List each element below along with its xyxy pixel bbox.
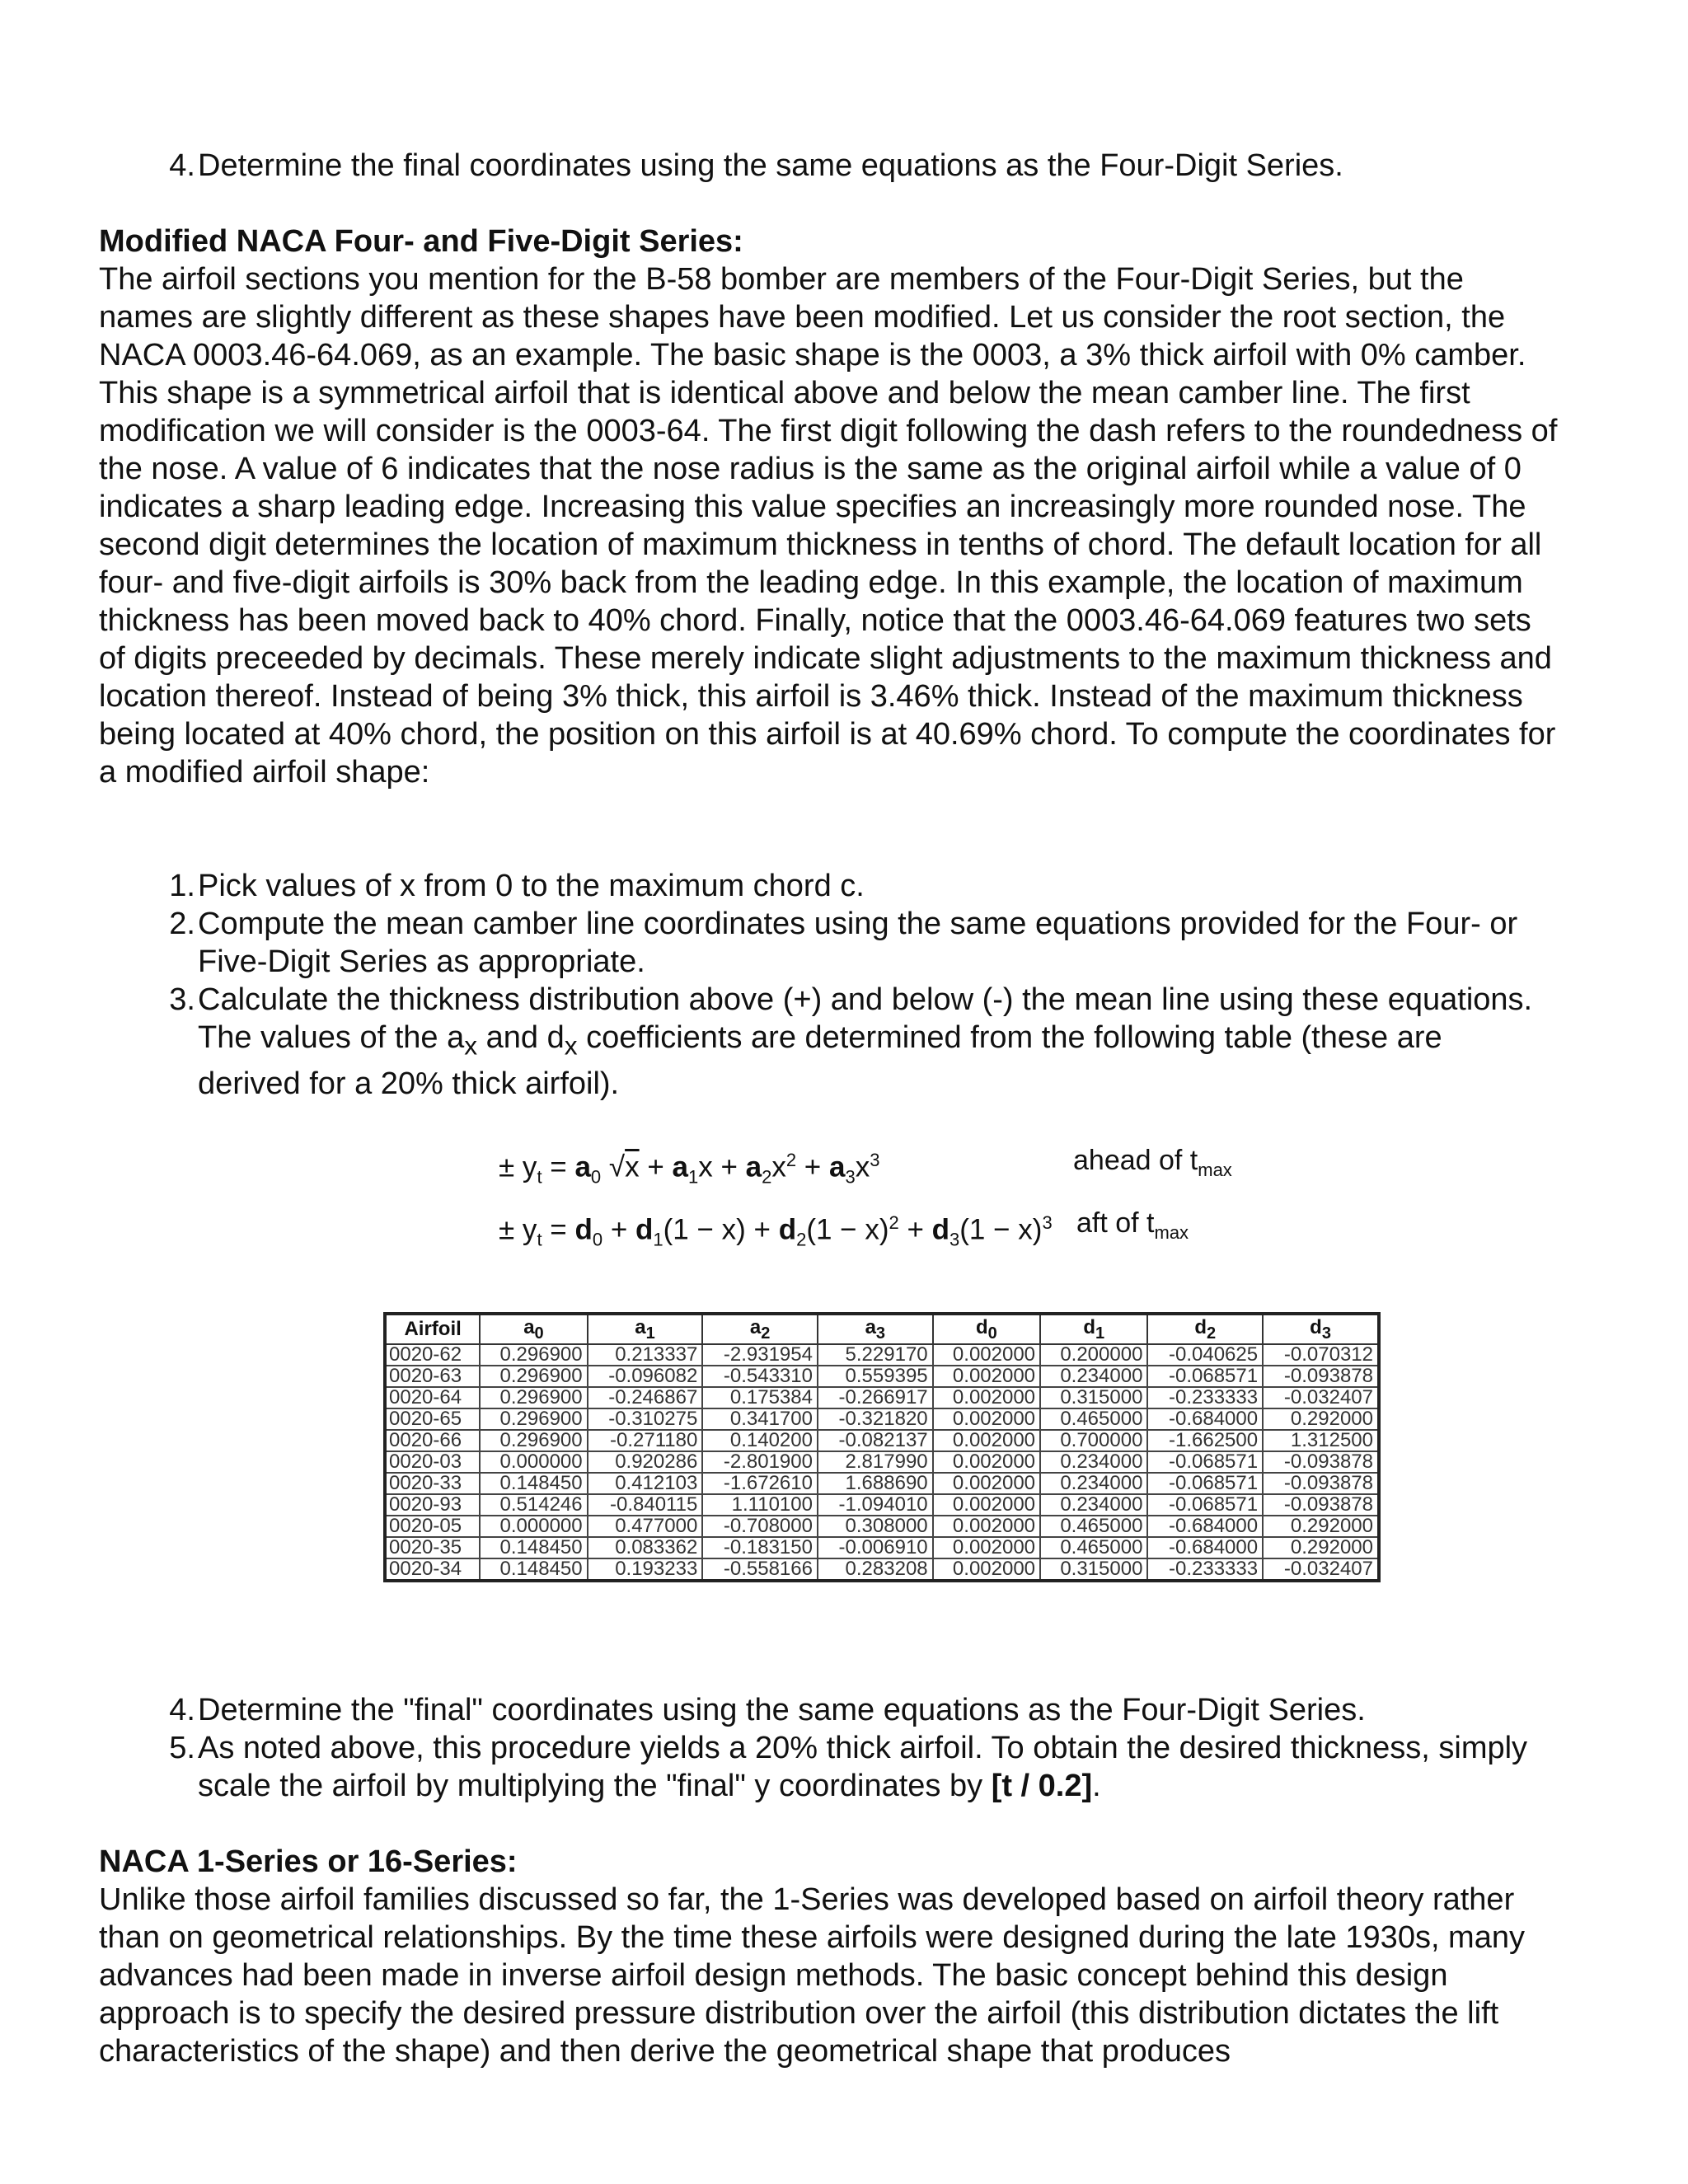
table-cell: 0.002000 [933, 1516, 1040, 1537]
section-heading-modified: Modified NACA Four- and Five-Digit Series: [99, 224, 743, 259]
table-cell: -0.082137 [818, 1430, 933, 1451]
table-cell: 0.000000 [480, 1451, 587, 1473]
table-cell: -0.093878 [1263, 1473, 1379, 1494]
list-number: 2. [169, 907, 195, 941]
table-cell: 2.817990 [818, 1451, 933, 1473]
table-body [385, 1344, 1379, 1581]
table-cell: 0.296900 [480, 1387, 587, 1408]
table-cell: -0.032407 [1263, 1558, 1379, 1581]
table-cell: 0.002000 [933, 1451, 1040, 1473]
table-row [385, 1408, 1379, 1430]
coefficient-table [383, 1312, 1381, 1582]
table-cell: 1.312500 [1263, 1430, 1379, 1451]
table-header: $d_1$ [1040, 1314, 1147, 1344]
list-text: Calculate the thickness distribution above (+) and below (-) the mean line using these equations. The values of the $a_x$ and $d_x$ coefficients are determined from the following table (these are derived for a 20% thick airfoil). [198, 982, 1533, 1101]
table-cell: -0.233333 [1147, 1387, 1263, 1408]
table-cell-airfoil: 0020-35 [385, 1537, 480, 1558]
table-cell: 0.700000 [1040, 1430, 1147, 1451]
table-cell: -0.093878 [1263, 1494, 1379, 1516]
table-row [385, 1516, 1379, 1537]
table-cell: -0.321820 [818, 1408, 933, 1430]
table-cell: 0.296900 [480, 1430, 587, 1451]
table-cell: -0.183150 [702, 1537, 818, 1558]
table-header: $d_2$ [1147, 1314, 1263, 1344]
table-cell: 0.213337 [588, 1344, 703, 1366]
table-cell: 0.002000 [933, 1387, 1040, 1408]
table-row [385, 1430, 1379, 1451]
thickness-equation-ahead: ± $y_t = a_0$ $√x + a_1x + a_2x^2 + a_3x^3$ [499, 1150, 880, 1188]
list-text: As noted above, this procedure yields a 20% thick airfoil. To obtain the desired thickness, simply scale the airfoil by multiplying the "final" y coordinates by [t / 0.2]. [198, 1731, 1528, 1803]
table-cell: -0.032407 [1263, 1387, 1379, 1408]
table-cell: 0.559395 [818, 1366, 933, 1387]
list-number: 4. [169, 1693, 195, 1727]
list-text: Pick values of x from 0 to the maximum chord c. [198, 869, 865, 903]
ahead-of-tmax-note: ahead of $t_{max}$ [1073, 1145, 1232, 1180]
table-cell: 0.148450 [480, 1473, 587, 1494]
table-cell: -0.068571 [1147, 1473, 1263, 1494]
table-cell: 0.315000 [1040, 1558, 1147, 1581]
list-text: Determine the final coordinates using the same equations as the Four-Digit Series. [198, 148, 1343, 183]
table-cell: 0.292000 [1263, 1516, 1379, 1537]
table-cell: 0.292000 [1263, 1537, 1379, 1558]
table-cell: 0.002000 [933, 1344, 1040, 1366]
table-cell: 0.234000 [1040, 1494, 1147, 1516]
table-cell-airfoil: 0020-05 [385, 1516, 480, 1537]
table-header: $a_1$ [588, 1314, 703, 1344]
table-cell: 0.000000 [480, 1516, 587, 1537]
table-cell: 0.477000 [588, 1516, 703, 1537]
table-cell: -0.040625 [1147, 1344, 1263, 1366]
table-header-row [385, 1314, 1379, 1344]
table-cell: 0.140200 [702, 1430, 818, 1451]
table-cell: -0.708000 [702, 1516, 818, 1537]
table-row [385, 1344, 1379, 1366]
table-cell: 0.465000 [1040, 1537, 1147, 1558]
table-cell: 0.002000 [933, 1537, 1040, 1558]
aft-of-tmax-note: aft of $t_{max}$ [1076, 1207, 1189, 1243]
table-cell: -0.684000 [1147, 1408, 1263, 1430]
table-cell: 0.234000 [1040, 1451, 1147, 1473]
table-row [385, 1558, 1379, 1581]
table-cell: -0.093878 [1263, 1366, 1379, 1387]
table-cell: -0.246867 [588, 1387, 703, 1408]
table-cell-airfoil: 0020-65 [385, 1408, 480, 1430]
table-cell-airfoil: 0020-63 [385, 1366, 480, 1387]
table-row [385, 1451, 1379, 1473]
table-cell: -0.093878 [1263, 1451, 1379, 1473]
table-cell: -0.068571 [1147, 1494, 1263, 1516]
list-number: 3. [169, 982, 195, 1017]
table-cell: -1.094010 [818, 1494, 933, 1516]
table-cell: 0.296900 [480, 1366, 587, 1387]
table-cell: -1.672610 [702, 1473, 818, 1494]
table-cell-airfoil: 0020-93 [385, 1494, 480, 1516]
table-cell: 0.148450 [480, 1537, 587, 1558]
table-cell: -0.684000 [1147, 1516, 1263, 1537]
table-cell: 0.193233 [588, 1558, 703, 1581]
list-number: 5. [169, 1731, 195, 1765]
table-cell: -0.684000 [1147, 1537, 1263, 1558]
table-cell: 5.229170 [818, 1344, 933, 1366]
table-cell: -0.006910 [818, 1537, 933, 1558]
table-cell: -0.558166 [702, 1558, 818, 1581]
table-cell: 0.083362 [588, 1537, 703, 1558]
table-cell-airfoil: 0020-33 [385, 1473, 480, 1494]
table-cell-airfoil: 0020-03 [385, 1451, 480, 1473]
table-cell: -1.662500 [1147, 1430, 1263, 1451]
table-cell-airfoil: 0020-34 [385, 1558, 480, 1581]
table-cell: 0.514246 [480, 1494, 587, 1516]
table-cell: 0.175384 [702, 1387, 818, 1408]
table-header: $a_2$ [702, 1314, 818, 1344]
table-cell: 0.002000 [933, 1473, 1040, 1494]
table-cell: -0.543310 [702, 1366, 818, 1387]
table-cell: 0.292000 [1263, 1408, 1379, 1430]
table-header: $a_3$ [818, 1314, 933, 1344]
table-cell: 1.110100 [702, 1494, 818, 1516]
table-cell-airfoil: 0020-62 [385, 1344, 480, 1366]
table-header: $d_3$ [1263, 1314, 1379, 1344]
table-cell: 0.465000 [1040, 1408, 1147, 1430]
table-cell: 0.308000 [818, 1516, 933, 1537]
table-row [385, 1473, 1379, 1494]
table-cell: -0.266917 [818, 1387, 933, 1408]
table-header: $a_0$ [480, 1314, 587, 1344]
table-cell: 0.234000 [1040, 1473, 1147, 1494]
table-cell: -0.271180 [588, 1430, 703, 1451]
table-cell: -0.068571 [1147, 1451, 1263, 1473]
table-cell: 0.283208 [818, 1558, 933, 1581]
thickness-equation-aft: ± $y_t = d_0 + d_1(1 - x) + d_2(1 - x)^2 + d_3(1 - x)^3$ [499, 1212, 1053, 1250]
table-cell: -2.931954 [702, 1344, 818, 1366]
table-cell-airfoil: 0020-64 [385, 1387, 480, 1408]
table-cell: 1.688690 [818, 1473, 933, 1494]
table-header: Airfoil [385, 1314, 480, 1344]
table-cell: 0.002000 [933, 1430, 1040, 1451]
table-cell: -0.096082 [588, 1366, 703, 1387]
table-cell: 0.234000 [1040, 1366, 1147, 1387]
table-cell: -0.310275 [588, 1408, 703, 1430]
table-cell: -2.801900 [702, 1451, 818, 1473]
table-cell: 0.341700 [702, 1408, 818, 1430]
list-number: 4. [169, 148, 195, 183]
table-row [385, 1366, 1379, 1387]
table-cell: 0.296900 [480, 1408, 587, 1430]
table-cell: 0.148450 [480, 1558, 587, 1581]
list-text: Determine the "final" coordinates using the same equations as the Four-Digit Series. [198, 1693, 1366, 1727]
table-cell-airfoil: 0020-66 [385, 1430, 480, 1451]
table-cell: 0.002000 [933, 1494, 1040, 1516]
table-header: $d_0$ [933, 1314, 1040, 1344]
section-paragraph-1-series: Unlike those airfoil families discussed so far, the 1-Series was developed based on airfoil theory rather than on geometrical relationships. By the time these airfoils were designed during the late 1930s, many advances had been made in inverse airfoil design methods. The basic concept behind this design approach is to specify the desired pressure distribution over the airfoil (this distribution dictates the lift characteristics of the shape) and then derive the geometrical shape that produces [99, 1882, 1525, 2069]
table-cell: -0.068571 [1147, 1366, 1263, 1387]
table-cell: 0.200000 [1040, 1344, 1147, 1366]
table-cell: 0.002000 [933, 1366, 1040, 1387]
table-cell: 0.002000 [933, 1558, 1040, 1581]
table-cell: -0.070312 [1263, 1344, 1379, 1366]
section-heading-1-series: NACA 1-Series or 16-Series: [99, 1844, 518, 1879]
table-row [385, 1537, 1379, 1558]
table-cell: 0.296900 [480, 1344, 587, 1366]
table-cell: 0.412103 [588, 1473, 703, 1494]
section-paragraph-modified: The airfoil sections you mention for the B-58 bomber are members of the Four-Digit Series, but the names are slightly different as these shapes have been modified. Let us consider the root section, the NACA 0003.46-64.069, as an example. The basic shape is the 0003, a 3% thick airfoil with 0% camber. This shape is a symmetrical airfoil that is identical above and below the mean camber line. The first modification we will consider is the 0003-64. The first digit following the dash refers to the roundedness of the nose. A value of 6 indicates that the nose radius is the same as the original airfoil while a value of 0 indicates a sharp leading edge. Increasing this value specifies an increasingly more rounded nose. The second digit determines the location of maximum thickness in tenths of chord. The default location for all four- and five-digit airfoils is 30% back from the leading edge. In this example, the location of maximum thickness has been moved back to 40% chord. Finally, notice that the 0003.46-64.069 features two sets of digits preceeded by decimals. These merely indicate slight adjustments to the maximum thickness and location thereof. Instead of being 3% thick, this airfoil is 3.46% thick. Instead of the maximum thickness being located at 40% chord, the position on this airfoil is at 40.69% chord. To compute the coordinates for a modified airfoil shape: [99, 262, 1558, 790]
list-text: Compute the mean camber line coordinates using the same equations provided for the Four- or Five-Digit Series as appropriate. [198, 907, 1518, 979]
table-row [385, 1494, 1379, 1516]
table-cell: -0.233333 [1147, 1558, 1263, 1581]
scale-factor: [t / 0.2] [991, 1769, 1093, 1803]
table-cell: 0.920286 [588, 1451, 703, 1473]
list-number: 1. [169, 869, 195, 903]
table-cell: 0.315000 [1040, 1387, 1147, 1408]
table-cell: 0.002000 [933, 1408, 1040, 1430]
table-cell: -0.840115 [588, 1494, 703, 1516]
table-cell: 0.465000 [1040, 1516, 1147, 1537]
table-row [385, 1387, 1379, 1408]
